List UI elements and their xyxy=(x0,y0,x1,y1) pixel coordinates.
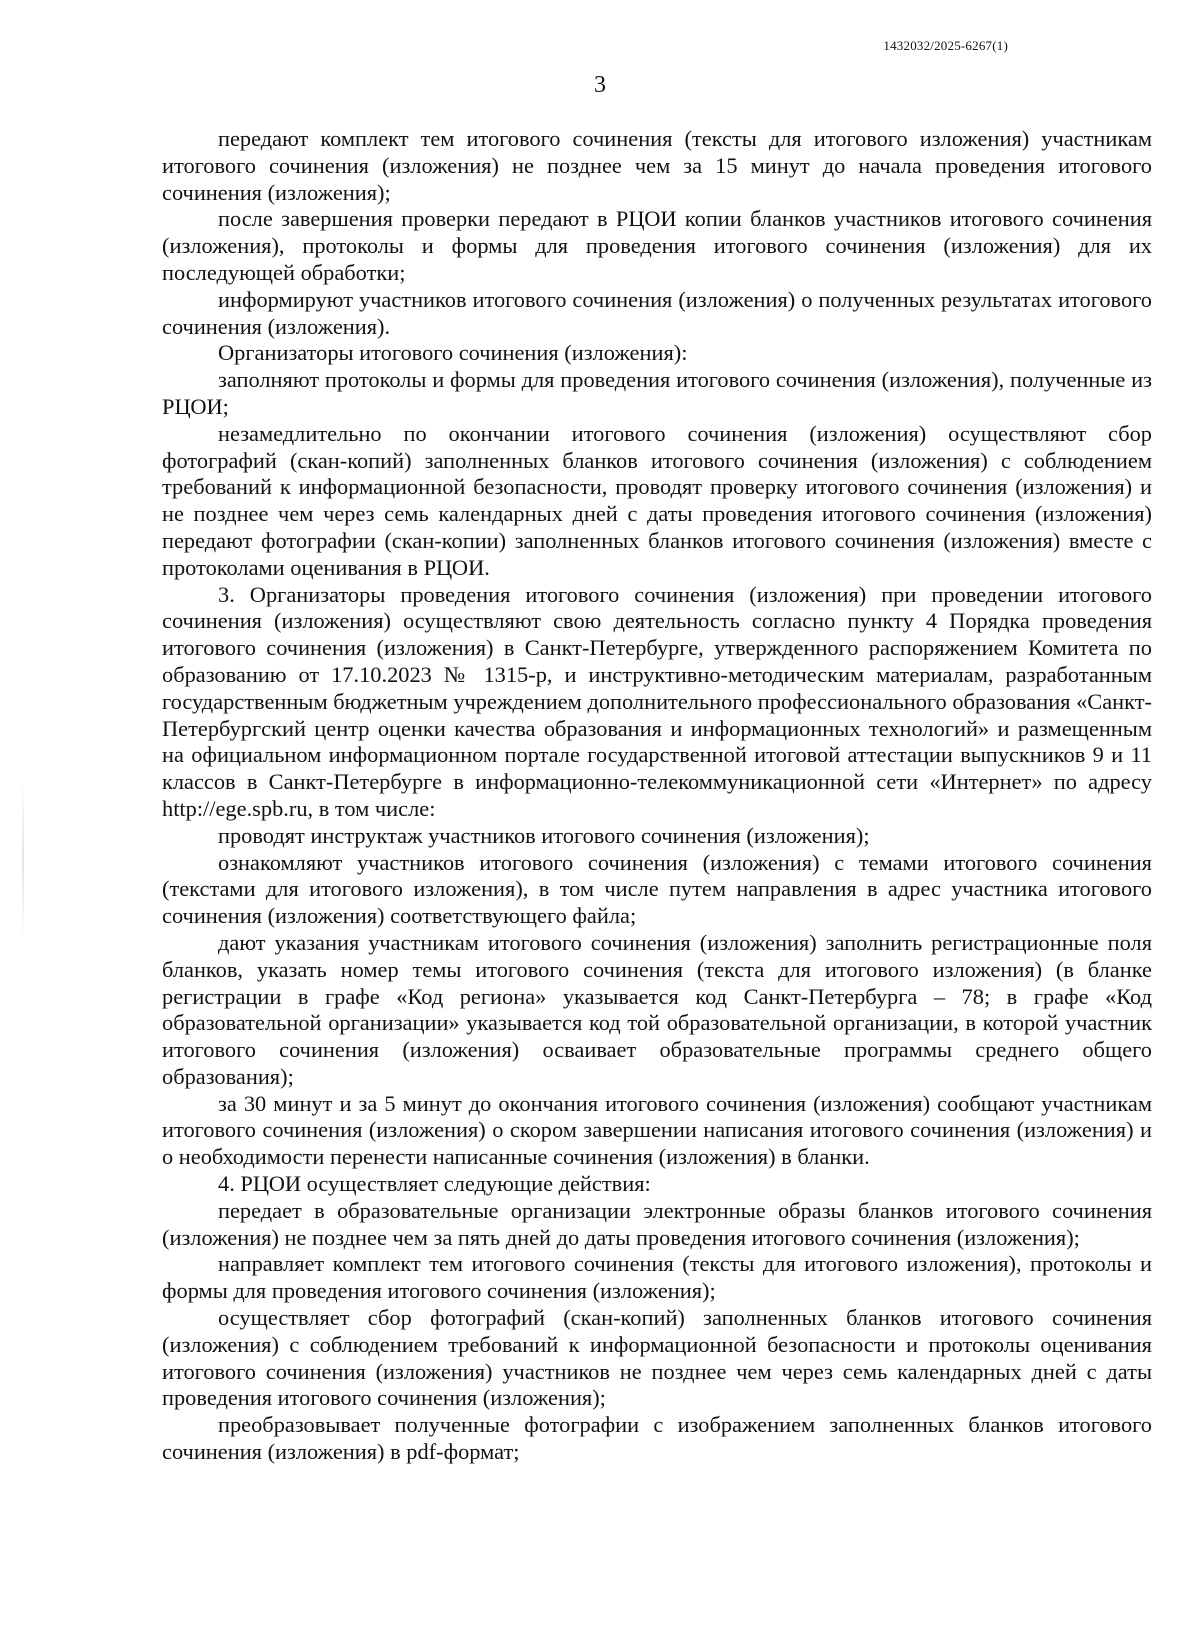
paragraph-collect-scans: осуществляет сбор фотографий (скан-копий) заполненных бланков итогового сочинения (изложения) с соблюдением требований к информационной безопасности и протоколы оценивания итогового сочинения (изложения) участников не позднее чем через семь календарных дней с даты проведения итогового сочинения (изложения); xyxy=(162,1305,1152,1411)
paragraph-fill-registration: дают указания участникам итогового сочинения (изложения) заполнить регистрационные поля бланков, указать номер темы итогового сочинения (текста для итогового изложения) (в бланке регистрации в графе «Код региона» указывается код Санкт-Петербурга – 78; в графе «Код образовательной организации» указывается код той образовательной организации, в которой участник итогового сочинения (изложения) осваивает образовательные программы среднего общего образования); xyxy=(162,929,1152,1089)
document-body xyxy=(162,126,1152,1466)
paragraph-inform-results: информируют участников итогового сочинения (изложения) о полученных результатах итогового сочинения (изложения). xyxy=(162,286,1152,339)
paragraph-section-4: 4. РЦОИ осуществляет следующие действия: xyxy=(218,1171,651,1197)
paragraph-time-warnings: за 30 минут и за 5 минут до окончания итогового сочинения (изложения) сообщают участникам итогового сочинения (изложения) о скором завершении написания итогового сочинения (изложения) и о необходимости перенести написанные сочинения (изложения) в бланки. xyxy=(162,1090,1152,1170)
paragraph-collect-photos: незамедлительно по окончании итогового сочинения (изложения) осуществляют сбор фотографий (скан-копий) заполненных бланков итогового сочинения (изложения) с соблюдением требований к информационной безопасности, проводят проверку итогового сочинения (изложения) и не позднее чем через семь календарных дней с даты проведения итогового сочинения (изложения) передают фотографии (скан-копии) заполненных бланков итогового сочинения (изложения) вместе с протоколами оценивания в РЦОИ. xyxy=(162,420,1152,580)
paragraph-briefing: проводят инструктаж участников итогового сочинения (изложения); xyxy=(218,822,870,848)
scan-margin-mark xyxy=(22,780,24,940)
paragraph-send-topics: направляет комплект тем итогового сочинения (тексты для итогового изложения), протоколы и формы для проведения итогового сочинения (изложения); xyxy=(162,1251,1152,1304)
document-registration-number: 1432032/2025-6267(1) xyxy=(883,38,1008,53)
paragraph-section-3: 3. Организаторы проведения итогового сочинения (изложения) при проведении итогового сочинения (изложения) осуществляют свою деятельность согласно пункту 4 Порядка проведения итогового сочинения (изложения) в Санкт-Петербурге, утвержденного распоряжением Комитета по образованию от 17.10.2023 № 1315-р, и инструктивно-методическим материалам, разработанным государственным бюджетным учреждением дополнительного профессионального образования «Санкт-Петербургский центр оценки качества образования и информационных технологий» и размещенным на официальном информационном портале государственной итоговой аттестации выпускников 9 и 11 классов в Санкт-Петербурге в информационно-телекоммуникационной сети «Интернет» по адресу http://ege.spb.ru, в том числе: xyxy=(162,581,1152,821)
paragraph-organizers-heading: Организаторы итогового сочинения (изложения): xyxy=(218,340,688,366)
paragraph-introduce-topics: ознакомляют участников итогового сочинения (изложения) с темами итогового сочинения (текстами для итогового изложения), в том числе путем направления в адрес участника итогового сочинения (изложения) соответствующего файла; xyxy=(162,849,1152,929)
paragraph-fill-protocols: заполняют протоколы и формы для проведения итогового сочинения (изложения), полученные из РЦОИ; xyxy=(162,367,1152,419)
paragraph-after-check-transfer: после завершения проверки передают в РЦОИ копии бланков участников итогового сочинения (изложения), протоколы и формы для проведения итогового сочинения (изложения) для их последующей обработки; xyxy=(162,206,1152,285)
page-number: 3 xyxy=(594,72,606,98)
paragraph-convert-pdf: преобразовывает полученные фотографии с изображением заполненных бланков итогового сочинения (изложения) в pdf-формат; xyxy=(162,1412,1152,1465)
paragraph-transfer-topics: передают комплект тем итогового сочинения (тексты для итогового изложения) участникам итогового сочинения (изложения) не позднее чем за 15 минут до начала проведения итогового сочинения (изложения); xyxy=(162,126,1152,205)
paragraph-send-blank-images: передает в образовательные организации электронные образы бланков итогового сочинения (изложения) не позднее чем за пять дней до даты проведения итогового сочинения (изложения); xyxy=(162,1197,1152,1250)
